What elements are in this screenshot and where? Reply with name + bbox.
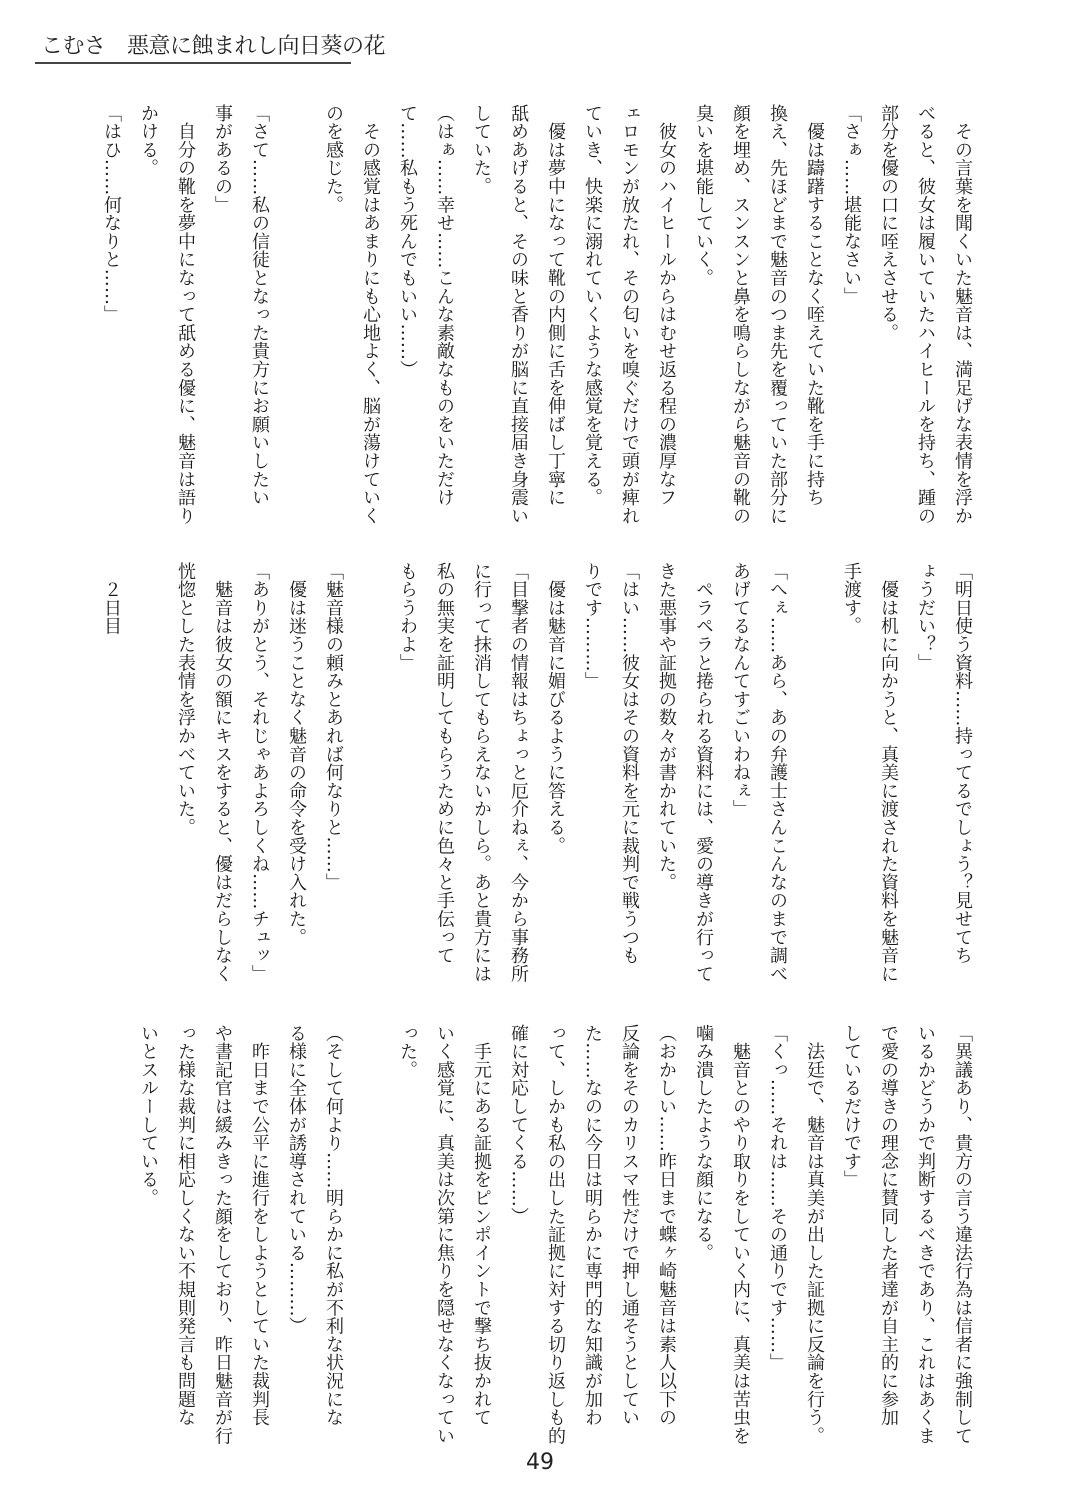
text-line: ２日目 xyxy=(101,562,122,636)
text-line xyxy=(130,562,167,1002)
text-line: 事があるの」 xyxy=(212,104,233,214)
text-line: いく感覚に、真美は次第に焦りを隠せなくなってい xyxy=(434,1024,455,1445)
text-line: 舐めあげると、その味と香りが脳に直接届き身震い xyxy=(508,104,529,525)
text-line: 彼女のハイヒールからはむせ返る程の濃厚なフ xyxy=(656,104,677,507)
text-line: 「目撃者の情報はちょっと厄介ねぇ、今から事務所 xyxy=(508,562,529,983)
text-line: ペラペラと捲られる資料には、愛の導きが行って xyxy=(693,562,714,983)
text-line: 手元にある証拠をピンポイントで撃ち抜かれて xyxy=(471,1024,492,1427)
text-line: しているだけです」 xyxy=(841,1024,862,1189)
text-block-lower xyxy=(93,1024,981,1464)
text-line: って、しかも私の出した証拠に対する切り返しも的 xyxy=(545,1024,566,1445)
text-line: 昨日まで公平に進行をしようとしていた裁判長 xyxy=(249,1024,270,1427)
text-line: 魅音は彼女の額にキスをすると、優はだらしなく xyxy=(212,562,233,983)
text-line: ていき、快楽に溺れていくような感覚を覚える。 xyxy=(582,104,603,507)
text-line: いるかどうかで判断するべきであり、これはあくま xyxy=(915,1024,936,1445)
text-line: った。 xyxy=(397,1024,418,1079)
text-line: 優は机に向かうと、真美に渡された資料を魅音に xyxy=(878,562,899,983)
text-line: て……私もう死んでもいい……） xyxy=(397,104,418,379)
text-line: 顔を埋め、スンスンと鼻を鳴らしながら魅音の靴の xyxy=(730,104,751,525)
text-line: る様に全体が誘導されている………） xyxy=(286,1024,307,1336)
text-line xyxy=(93,1024,130,1464)
text-line: ェロモンが放たれ、その匂いを嗅ぐだけで頭が痺れ xyxy=(619,104,640,525)
text-line: ょうだい？」 xyxy=(915,562,936,672)
text-line: その感覚はあまりにも心地よく、脳が蕩けていく xyxy=(360,104,381,525)
text-line: （はぁ……幸せ……こんな素敵なものをいただけ xyxy=(434,104,455,507)
text-line: や書記官は緩みきった顔をしており、昨日魅音が行 xyxy=(212,1024,233,1445)
text-line: （おかしい……昨日まで蝶ヶ崎魅音は素人以下の xyxy=(656,1024,677,1427)
text-line: （そして何より……明らかに私が不利な状況にな xyxy=(323,1024,344,1427)
text-line: 自分の靴を夢中になって舐める優に、魅音は語り xyxy=(175,104,196,525)
text-line: 法廷で、魅音は真美が出した証拠に反論を行う。 xyxy=(804,1024,825,1445)
text-line: 「はひ……何なりと……」 xyxy=(101,104,122,324)
text-line: に行って抹消してもらえないかしら。あと貴方には xyxy=(471,562,492,983)
text-line: 臭いを堪能していく。 xyxy=(693,104,714,287)
header-title: こむさ 悪意に蝕まれし向日葵の花 xyxy=(41,34,386,59)
text-block-upper xyxy=(93,104,981,544)
text-line: りです………」 xyxy=(582,562,603,691)
page-number: 49 xyxy=(526,1450,554,1475)
text-line: 噛み潰したような顔になる。 xyxy=(693,1024,714,1262)
text-line: きた悪事や証拠の数々が書かれていた。 xyxy=(656,562,677,892)
text-line: 「ありがとう、それじゃあよろしくね……チュッ」 xyxy=(249,562,270,983)
text-line: のを感じた。 xyxy=(323,104,344,214)
text-line: った様な裁判に相応しくない不規則発言も問題な xyxy=(175,1024,196,1427)
text-line: 優は躊躇することなく咥えていた靴を手に持ち xyxy=(804,104,825,507)
text-line: していた。 xyxy=(471,104,492,196)
text-line: 「さて……私の信徒となった貴方にお願いしたい xyxy=(249,104,270,507)
text-line: あげてるなんてすごいわねぇ」 xyxy=(730,562,751,819)
text-line: 優は迷うことなく魅音の命令を受け入れた。 xyxy=(286,562,307,947)
text-line xyxy=(352,562,389,1002)
text-line: 「くっ……それは……その通りです……」 xyxy=(767,1024,788,1372)
text-line: た……なのに今日は明らかに専門的な知識が加わ xyxy=(582,1024,603,1427)
text-line: 私の無実を証明してもらうために色々と手伝って xyxy=(434,562,455,965)
text-line xyxy=(352,1024,389,1464)
text-line: 部分を優の口に咥えさせる。 xyxy=(878,104,899,342)
text-line: 「魅音様の頼みとあれば何なりと……」 xyxy=(323,562,344,892)
text-line: 反論をそのカリスマ性だけで押し通そうとしてい xyxy=(619,1024,640,1427)
text-line: べると、彼女は履いていたハイヒールを持ち、踵の xyxy=(915,104,936,525)
text-line: 「さぁ……堪能なさい」 xyxy=(841,104,862,306)
text-line xyxy=(278,104,315,544)
text-line: いとスルーしている。 xyxy=(138,1024,159,1207)
text-line: 魅音とのやり取りをしていく内に、真美は苦虫を xyxy=(730,1024,751,1445)
text-line: その言葉を聞くいた魅音は、満足げな表情を浮か xyxy=(952,104,973,525)
text-line: 優は魅音に媚びるように答える。 xyxy=(545,562,566,855)
text-line: かける。 xyxy=(138,104,159,178)
text-line: 「明日使う資料……持ってるでしょう？見せてち xyxy=(952,562,973,965)
text-line xyxy=(796,562,833,1002)
running-header xyxy=(35,26,386,64)
text-line: 換え、先ほどまで魅音のつま先を覆っていた部分に xyxy=(767,104,788,525)
text-line: 恍惚とした表情を浮かべていた。 xyxy=(175,562,196,837)
text-line: 優は夢中になって靴の内側に舌を伸ばし丁寧に xyxy=(545,104,566,507)
text-line: もらうわよ」 xyxy=(397,562,418,672)
text-line: 「はい……彼女はその資料を元に裁判で戦うつも xyxy=(619,562,640,965)
text-line: で愛の導きの理念に賛同した者達が自主的に参加 xyxy=(878,1024,899,1427)
text-block-middle xyxy=(93,562,981,1002)
text-line: 確に対応してくる……） xyxy=(508,1024,529,1226)
text-line: 「へぇ……あら、あの弁護士さんこんなのまで調べ xyxy=(767,562,788,983)
text-line: 「異議あり、貴方の言う違法行為は信者に強制して xyxy=(952,1024,973,1445)
text-line: 手渡す。 xyxy=(841,562,862,636)
